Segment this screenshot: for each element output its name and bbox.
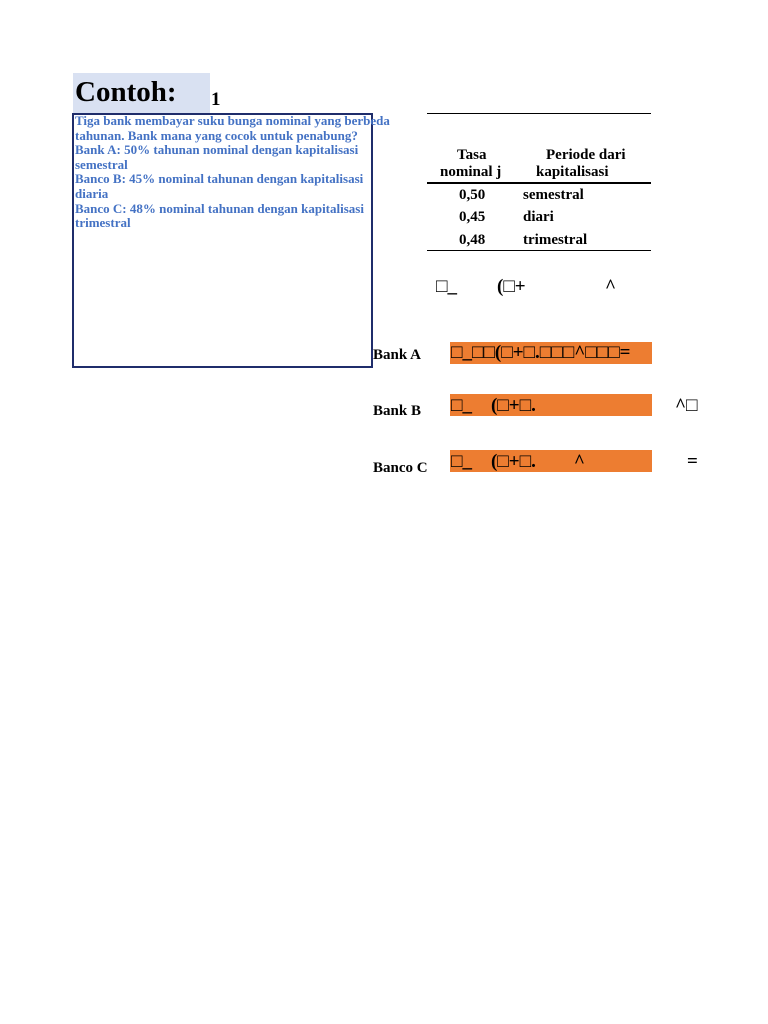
table-top-rule	[427, 113, 651, 114]
example-number: 1	[211, 89, 221, 110]
problem-line: Bank A: 50% tahunan nominal dengan kapitalisasi	[75, 142, 359, 158]
problem-line: Banco B: 45% nominal tahunan dengan kapitalisasi	[75, 171, 364, 187]
banco-c-label: Banco C	[373, 460, 428, 476]
table-header-period-line1: Periode dari	[546, 147, 626, 163]
banco-c-formula-trailing: =	[687, 451, 698, 472]
table-header-rule	[427, 182, 651, 184]
table-cell-period: diari	[523, 209, 554, 225]
problem-statement	[75, 114, 420, 231]
page-title: Contoh:	[75, 76, 177, 108]
bank-b-formula-trailing: ^□	[675, 395, 698, 416]
table-cell-rate: 0,48	[459, 232, 486, 248]
problem-line: trimestral	[75, 215, 131, 231]
formula-part: ^	[605, 276, 617, 297]
problem-line: diaria	[75, 185, 109, 201]
table-cell-rate: 0,45	[459, 209, 486, 225]
table-cell-rate: 0,50	[459, 187, 486, 203]
bank-a-label: Bank A	[373, 347, 421, 363]
table-cell-period: trimestral	[523, 232, 588, 248]
table-bottom-rule	[427, 250, 651, 251]
problem-line: semestral	[75, 156, 128, 172]
table-header-period-line2: kapitalisasi	[536, 164, 609, 180]
table-header-rate-line1: Tasa	[457, 147, 487, 163]
table-cell-period: semestral	[523, 187, 584, 203]
banco-c-formula-text: □_ (□+□. ^	[451, 451, 585, 472]
problem-line: Tiga bank membayar suku bunga nominal yang berbeda	[75, 113, 390, 128]
problem-line: tahunan. Bank mana yang cocok untuk penabung?	[75, 127, 358, 143]
formula-part: □_	[436, 276, 457, 297]
bank-b-formula-text: □_ (□+□.	[451, 395, 536, 416]
bank-b-label: Bank B	[373, 403, 421, 419]
problem-line: Banco C: 48% nominal tahunan dengan kapitalisasi	[75, 200, 364, 216]
table-header-rate-line2: nominal j	[440, 164, 502, 180]
bank-a-formula-text: □_□□(□+□.□□□^□□□=	[451, 342, 631, 363]
formula-part: (□+	[497, 276, 526, 297]
